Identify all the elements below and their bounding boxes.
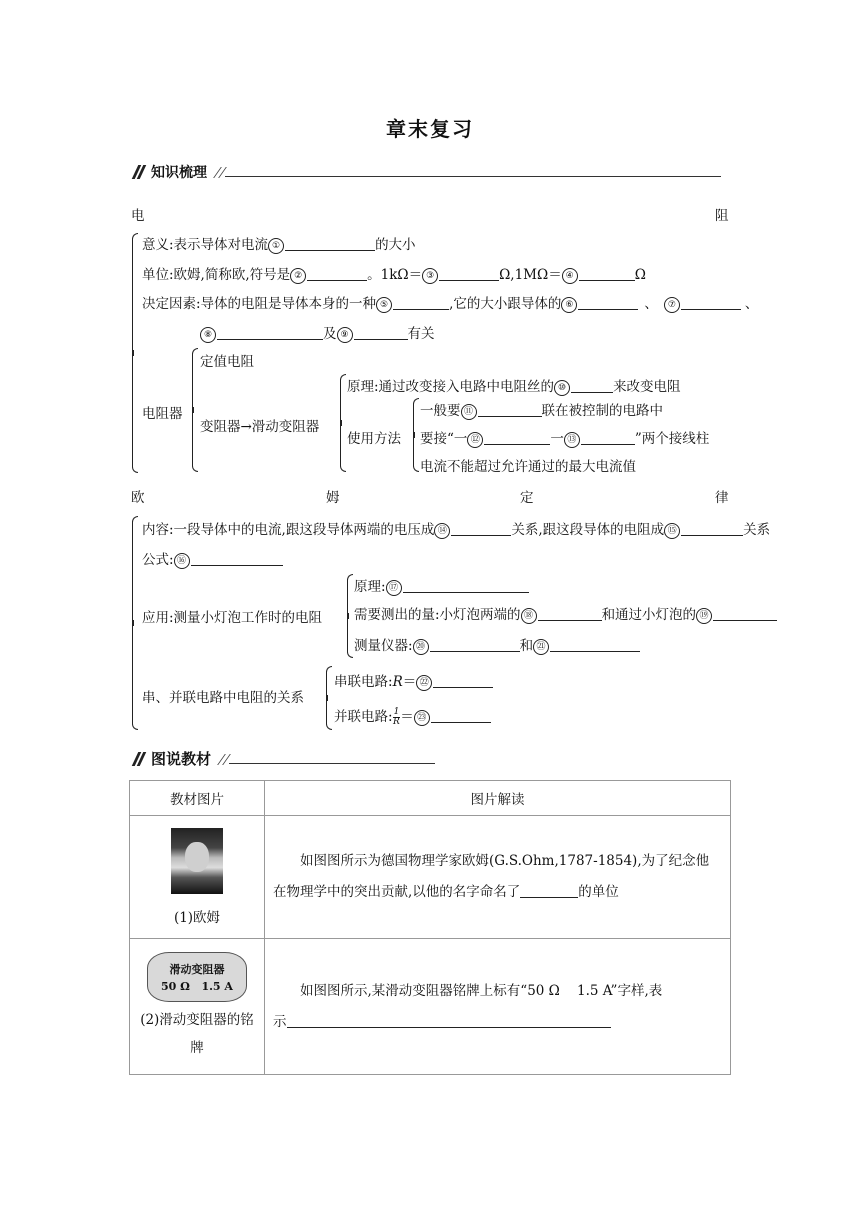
- figure-cell: [130, 816, 265, 939]
- blank-number: ⑧: [200, 327, 216, 343]
- answer-blank[interactable]: [430, 639, 520, 652]
- blank-number: ⑰: [386, 580, 402, 596]
- label-usage: 使用方法: [347, 431, 401, 447]
- answer-blank[interactable]: [439, 268, 499, 281]
- blank-number: ㉒: [416, 675, 432, 691]
- answer-blank[interactable]: [581, 432, 635, 445]
- line-factor-cont: ⑧ 及 ⑨ 有关: [200, 322, 435, 343]
- figures-table: [129, 780, 731, 1075]
- label-resistor: 电阻器: [142, 406, 183, 422]
- line-usage-3: 电流不能超过允许通过的最大电流值: [420, 459, 636, 475]
- description-line: 如图图所示为德国物理学家欧姆(G.S.Ohm,1787-1854),为了纪念他: [300, 853, 710, 869]
- answer-blank[interactable]: [478, 404, 542, 417]
- answer-blank[interactable]: [681, 523, 743, 536]
- line-usage-1: 一般要 ⑪ 联在被控制的电路中: [420, 403, 663, 419]
- line-formula: 公式: ⑯: [142, 548, 283, 569]
- blank-number: ⑲: [696, 608, 712, 624]
- label-application: 应用:测量小灯泡工作时的电阻: [142, 610, 323, 626]
- section-rule: [219, 754, 439, 764]
- section-marker-icon: [133, 165, 145, 179]
- section-rule: [215, 167, 725, 177]
- section-header-knowledge: [133, 162, 725, 182]
- figure-caption: (1)欧姆: [173, 910, 221, 926]
- rheostat-nameplate-image: 滑动变阻器 50 Ω 1.5 A: [147, 952, 247, 1002]
- answer-blank[interactable]: [217, 327, 323, 340]
- brace-resistance: [132, 233, 138, 473]
- blank-number: ⑳: [413, 639, 429, 655]
- answer-blank[interactable]: [393, 297, 449, 310]
- blank-number: ⑮: [664, 523, 680, 539]
- description-line: 示: [273, 1007, 722, 1038]
- heading-resistance-left: 电: [131, 208, 145, 224]
- blank-number: ③: [422, 268, 438, 284]
- line-app-measure: 需要测出的量:小灯泡两端的 ⑱ 和通过小灯泡的 ⑲: [354, 603, 777, 624]
- line-factor: 决定因素:导体的电阻是导体本身的一种 ⑤ ,它的大小跟导体的 ⑥ 、 ⑦ 、: [142, 296, 759, 312]
- heading-ohm-2: 姆: [326, 490, 340, 506]
- blank-number: ⑭: [434, 523, 450, 539]
- brace-rheostat: [340, 374, 346, 472]
- figure-cell: [130, 939, 265, 1075]
- section-label: 图说教材: [151, 750, 212, 768]
- answer-blank[interactable]: [191, 553, 283, 566]
- answer-blank[interactable]: [285, 238, 375, 251]
- answer-blank[interactable]: [579, 268, 635, 281]
- description-cell: [265, 939, 731, 1075]
- page-title: 章末复习: [386, 117, 474, 141]
- label-fixed-resistor: 定值电阻: [200, 354, 254, 370]
- blank-number: ⑬: [564, 432, 580, 448]
- line-definition: 意义:表示导体对电流 ① 的大小: [142, 237, 416, 253]
- answer-blank[interactable]: [451, 523, 511, 536]
- brace-resistor: [192, 348, 198, 472]
- table-header-cell: 图片解读: [265, 781, 731, 816]
- answer-blank[interactable]: [520, 885, 578, 898]
- line-principle: 原理:通过改变接入电路中电阻丝的 ⑩ 来改变电阻: [347, 379, 681, 395]
- line-content: 内容:一段导体中的电流,跟这段导体两端的电压成 ⑭ 关系,跟这段导体的电阻成 ⑮ 关系: [142, 522, 771, 538]
- section-marker-icon: [133, 752, 145, 766]
- heading-ohm-3: 定: [520, 490, 534, 506]
- description-cell: [265, 816, 731, 939]
- brace-ohm: [132, 516, 138, 730]
- ohm-portrait-image: [171, 828, 223, 894]
- line-parallel: 并联电路: $\frac{1}{R}$ ＝ ㉓: [334, 705, 491, 727]
- blank-number: ⑤: [376, 297, 392, 313]
- label-series-parallel: 串、并联电路中电阻的关系: [142, 690, 304, 706]
- description-line: 在物理学中的突出贡献,以他的名字命名了 的单位: [273, 884, 619, 900]
- brace-usage: [413, 398, 419, 472]
- answer-blank[interactable]: [354, 327, 408, 340]
- answer-blank[interactable]: [403, 580, 529, 593]
- answer-blank[interactable]: [550, 639, 640, 652]
- table-row: [130, 816, 731, 939]
- heading-ohm-4: 律: [715, 490, 729, 506]
- section-label: 知识梳理: [151, 165, 207, 181]
- answer-blank[interactable]: [578, 297, 638, 310]
- blank-number: ⑨: [337, 327, 353, 343]
- brace-series-parallel: [326, 666, 332, 730]
- figure-caption: (2)滑动变阻器的铭牌: [140, 1011, 254, 1056]
- fraction-1-over-r: $\frac{1}{R}$: [393, 707, 400, 727]
- table-header-row: [130, 781, 731, 816]
- blank-number: ⑥: [561, 297, 577, 313]
- line-series: 串联电路:R＝ ㉒: [334, 670, 493, 691]
- blank-number: ②: [290, 268, 306, 284]
- answer-blank[interactable]: [713, 608, 777, 621]
- blank-number: ⑪: [461, 404, 477, 420]
- answer-blank[interactable]: [681, 297, 741, 310]
- heading-ohm-1: 欧: [131, 490, 145, 506]
- blank-number: ①: [268, 238, 284, 254]
- line-usage-2: 要接“一 ⑫ 一 ⑬ ”两个接线柱: [420, 431, 710, 447]
- description-line: 如图图所示,某滑动变阻器铭牌上标有“50 Ω 1.5 A”字样,表: [300, 982, 663, 999]
- heading-resistance-right: 阻: [715, 208, 729, 224]
- blank-number: ⑦: [664, 297, 680, 313]
- line-app-principle: 原理: ⑰: [354, 575, 529, 596]
- line-unit: 单位:欧姆,简称欧,符号是 ② 。1kΩ＝ ③ Ω,1MΩ＝ ④ Ω: [142, 267, 646, 283]
- answer-blank[interactable]: [484, 432, 550, 445]
- blank-number: ④: [562, 268, 578, 284]
- table-header-cell: 教材图片: [130, 781, 265, 816]
- answer-blank[interactable]: [431, 710, 491, 723]
- blank-number: ㉑: [533, 639, 549, 655]
- blank-number: ㉓: [414, 710, 430, 726]
- line-app-instruments: 测量仪器: ⑳ 和 ㉑: [354, 634, 640, 655]
- answer-blank[interactable]: [433, 675, 493, 688]
- table-row: [130, 939, 731, 1075]
- brace-application: [347, 574, 353, 658]
- answer-blank[interactable]: [538, 608, 602, 621]
- answer-blank[interactable]: [571, 380, 613, 393]
- answer-blank[interactable]: [307, 268, 367, 281]
- blank-number: ⑫: [467, 432, 483, 448]
- blank-number: ⑯: [174, 553, 190, 569]
- label-variable-resistor: 变阻器→滑动变阻器: [200, 419, 320, 435]
- answer-blank[interactable]: [287, 1015, 611, 1028]
- blank-number: ⑱: [521, 608, 537, 624]
- blank-number: ⑩: [554, 380, 570, 396]
- section-header-figures: [133, 748, 439, 769]
